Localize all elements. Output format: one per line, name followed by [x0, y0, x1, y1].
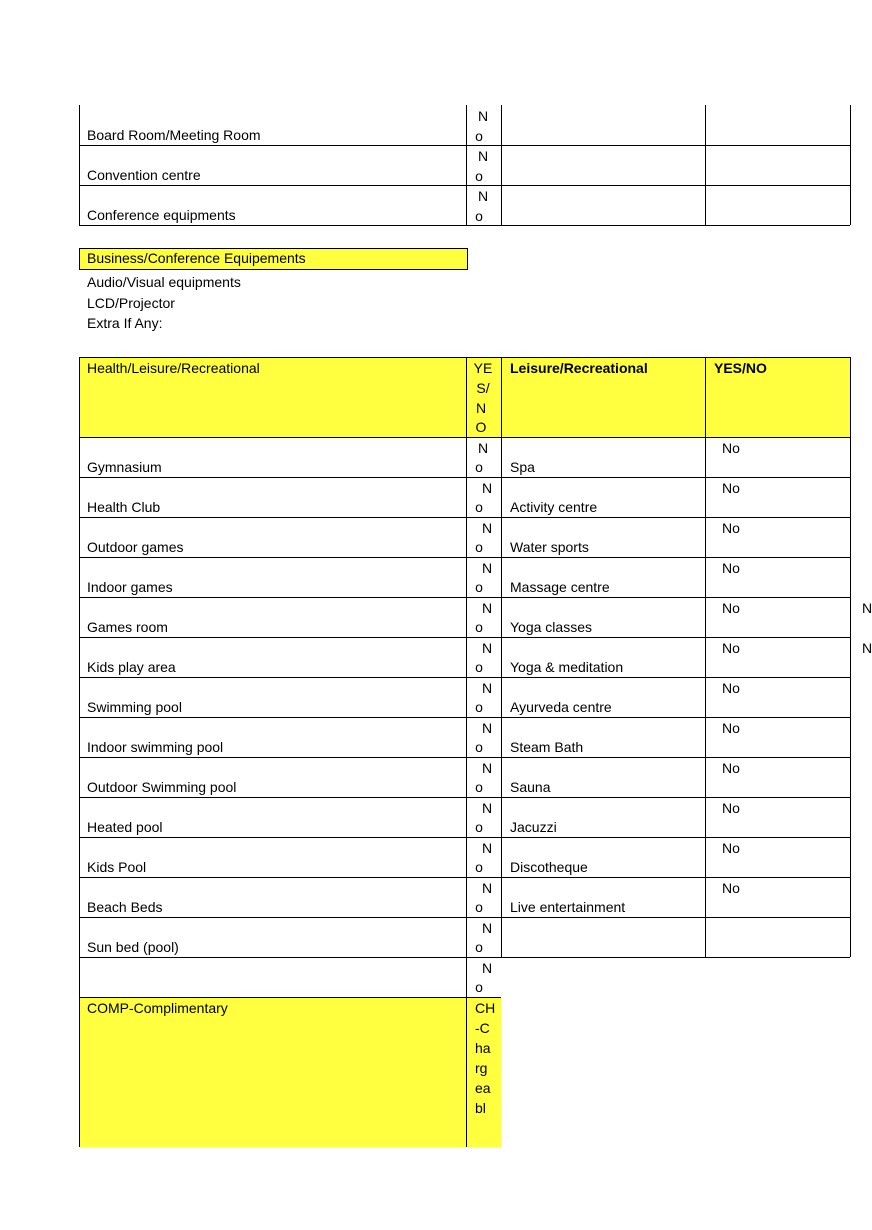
health-row-right: Yoga classes	[510, 619, 592, 635]
health-row-left-n: N	[477, 440, 489, 456]
comp-chargeable-part: CH	[475, 1000, 496, 1016]
health-row-right-value: No	[722, 480, 740, 496]
comp-chargeable-part: -C	[475, 1020, 490, 1036]
business-item: Extra If Any:	[87, 315, 163, 331]
health-row-right: Spa	[510, 459, 535, 475]
health-row-left-o: o	[475, 859, 483, 875]
health-row-left: Sun bed (pool)	[87, 939, 179, 955]
health-row-right: Jacuzzi	[510, 819, 557, 835]
health-row-left-o: o	[475, 499, 483, 515]
health-row-right: Massage centre	[510, 579, 610, 595]
health-row-left-n: N	[481, 920, 493, 936]
health-row-right-value: No	[722, 560, 740, 576]
health-extra-row-o: o	[475, 979, 483, 995]
health-row-left: Kids Pool	[87, 859, 147, 875]
comp-chargeable-part: ha	[475, 1040, 491, 1056]
health-header-col2: S/	[476, 380, 490, 396]
health-row-right-value: No	[722, 640, 740, 656]
health-row-right: Ayurveda centre	[510, 699, 612, 715]
health-row-left-n: N	[481, 480, 493, 496]
business-header: Business/Conference Equipements	[87, 250, 306, 266]
top-row-label: Board Room/Meeting Room	[87, 127, 261, 143]
health-row-right-value: No	[722, 760, 740, 776]
health-row-left-n: N	[481, 520, 493, 536]
health-row-left: Gymnasium	[87, 459, 162, 475]
health-header-col4: YES/NO	[714, 360, 767, 376]
health-row-right-value: No	[722, 440, 740, 456]
health-row-right: Activity centre	[510, 499, 598, 515]
top-row-value-o: o	[475, 128, 483, 144]
health-row-edge-value: N	[862, 640, 872, 656]
comp-chargeable-part: rg	[475, 1060, 488, 1076]
health-header-col3: Leisure/Recreational	[510, 360, 648, 376]
health-row-left-n: N	[481, 840, 493, 856]
top-row-value-n: N	[477, 188, 489, 204]
health-row-left-n: N	[481, 880, 493, 896]
health-row-right: Steam Bath	[510, 739, 584, 755]
health-row-left-n: N	[481, 760, 493, 776]
top-row-value-n: N	[477, 148, 489, 164]
health-row-left: Outdoor Swimming pool	[87, 779, 237, 795]
health-header-col2: O	[475, 419, 487, 435]
comp-chargeable-part: bl	[475, 1100, 486, 1116]
health-row-left-o: o	[475, 819, 483, 835]
health-row-right-value: No	[722, 520, 740, 536]
health-row-left-n: N	[481, 680, 493, 696]
health-row-left-o: o	[475, 699, 483, 715]
top-row-label: Convention centre	[87, 167, 201, 183]
health-row-right-value: No	[722, 720, 740, 736]
health-row-left-n: N	[481, 560, 493, 576]
health-row-left-o: o	[475, 779, 483, 795]
health-row-right: Live entertainment	[510, 899, 626, 915]
health-row-left: Health Club	[87, 499, 161, 515]
health-row-left-o: o	[475, 659, 483, 675]
health-row-left-o: o	[475, 899, 483, 915]
health-row-left-n: N	[481, 720, 493, 736]
health-row-right-value: No	[722, 800, 740, 816]
top-row-value-o: o	[475, 168, 483, 184]
business-item: LCD/Projector	[87, 295, 175, 311]
top-row-value-n: N	[477, 108, 489, 124]
health-row-left: Outdoor games	[87, 539, 184, 555]
health-row-left-n: N	[481, 800, 493, 816]
health-header-col1: Health/Leisure/Recreational	[87, 360, 260, 376]
health-row-left-o: o	[475, 619, 483, 635]
health-row-left-n: N	[481, 600, 493, 616]
health-row-left: Indoor swimming pool	[87, 739, 224, 755]
comp-label-bg	[80, 998, 466, 1147]
health-row-right-value: No	[722, 600, 740, 616]
health-row-right-value: No	[722, 680, 740, 696]
top-row-label: Conference equipments	[87, 207, 236, 223]
health-row-left: Indoor games	[87, 579, 173, 595]
comp-chargeable-part: ea	[475, 1080, 491, 1096]
health-header-col2: N	[475, 400, 487, 416]
health-row-edge-value: N	[862, 600, 872, 616]
health-row-left: Games room	[87, 619, 168, 635]
health-row-right: Sauna	[510, 779, 551, 795]
health-row-right: Discotheque	[510, 859, 588, 875]
health-row-left-o: o	[475, 459, 483, 475]
health-row-left: Swimming pool	[87, 699, 182, 715]
health-row-left-o: o	[475, 739, 483, 755]
health-row-left-o: o	[475, 579, 483, 595]
health-row-left: Heated pool	[87, 819, 163, 835]
health-row-left: Kids play area	[87, 659, 176, 675]
health-row-left-o: o	[475, 939, 483, 955]
comp-label: COMP-Complimentary	[87, 1000, 228, 1016]
business-item: Audio/Visual equipments	[87, 274, 241, 290]
health-extra-row-n: N	[481, 960, 493, 976]
health-row-right-value: No	[722, 840, 740, 856]
health-row-right-value: No	[722, 880, 740, 896]
health-row-left-n: N	[481, 640, 493, 656]
health-row-left: Beach Beds	[87, 899, 163, 915]
health-row-right: Yoga & meditation	[510, 659, 624, 675]
health-row-left-o: o	[475, 539, 483, 555]
health-header-col2: YE	[473, 360, 493, 376]
top-row-value-o: o	[475, 208, 483, 224]
health-row-right: Water sports	[510, 539, 589, 555]
